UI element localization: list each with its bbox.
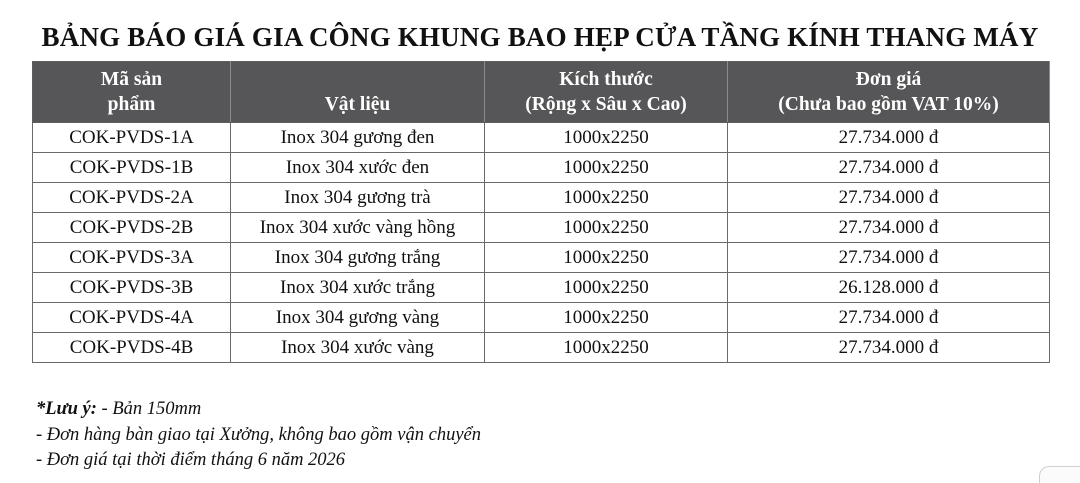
cell-size: 1000x2250 bbox=[485, 243, 728, 273]
header-price bbox=[728, 62, 1050, 123]
note-line bbox=[36, 397, 481, 423]
cell-code: COK-PVDS-4B bbox=[33, 333, 231, 363]
cell-material: Inox 304 gương trắng bbox=[231, 243, 485, 273]
cell-price: 27.734.000 đ bbox=[728, 183, 1050, 213]
table-row bbox=[33, 243, 1050, 273]
table-row bbox=[33, 213, 1050, 243]
header-line: Đơn giá bbox=[855, 69, 922, 90]
cell-material: Inox 304 xước đen bbox=[231, 153, 485, 183]
page-title: BẢNG BÁO GIÁ GIA CÔNG KHUNG BAO HẸP CỬA TẦNG KÍNH THANG MÁY bbox=[41, 22, 1039, 52]
page-corner-decoration bbox=[1039, 466, 1080, 483]
header-line: Vật liệu bbox=[324, 94, 391, 115]
cell-code: COK-PVDS-2B bbox=[33, 213, 231, 243]
header-line: Kích thước bbox=[559, 69, 653, 90]
notes-block bbox=[36, 397, 481, 474]
header-line: phẩm bbox=[107, 94, 156, 115]
cell-code: COK-PVDS-3A bbox=[33, 243, 231, 273]
cell-price: 27.734.000 đ bbox=[728, 123, 1050, 153]
cell-code: COK-PVDS-4A bbox=[33, 303, 231, 333]
header-size bbox=[485, 62, 728, 123]
cell-price: 27.734.000 đ bbox=[728, 213, 1050, 243]
header-line: Mã sản bbox=[100, 69, 163, 90]
cell-size: 1000x2250 bbox=[485, 123, 728, 153]
cell-price: 27.734.000 đ bbox=[728, 243, 1050, 273]
table-row bbox=[33, 273, 1050, 303]
cell-material: Inox 304 xước vàng hồng bbox=[231, 213, 485, 243]
cell-material: Inox 304 gương vàng bbox=[231, 303, 485, 333]
header-line: (Rộng x Sâu x Cao) bbox=[525, 94, 687, 115]
cell-size: 1000x2250 bbox=[485, 153, 728, 183]
price-table bbox=[32, 61, 1050, 363]
header-material bbox=[231, 62, 485, 123]
cell-code: COK-PVDS-2A bbox=[33, 183, 231, 213]
table-row bbox=[33, 183, 1050, 213]
table-row bbox=[33, 153, 1050, 183]
note-label: *Lưu ý: bbox=[36, 399, 97, 419]
note-line: - Đơn hàng bàn giao tại Xưởng, không bao gồm vận chuyển bbox=[36, 424, 481, 445]
cell-material: Inox 304 gương trà bbox=[231, 183, 485, 213]
cell-size: 1000x2250 bbox=[485, 303, 728, 333]
cell-price: 26.128.000 đ bbox=[728, 273, 1050, 303]
table-row bbox=[33, 303, 1050, 333]
cell-size: 1000x2250 bbox=[485, 333, 728, 363]
header-product-code bbox=[33, 62, 231, 123]
cell-size: 1000x2250 bbox=[485, 273, 728, 303]
cell-price: 27.734.000 đ bbox=[728, 333, 1050, 363]
cell-material: Inox 304 xước trắng bbox=[231, 273, 485, 303]
table-header-row bbox=[33, 62, 1050, 123]
cell-material: Inox 304 gương đen bbox=[231, 123, 485, 153]
table-row bbox=[33, 333, 1050, 363]
cell-size: 1000x2250 bbox=[485, 213, 728, 243]
note-line: - Đơn giá tại thời điểm tháng 6 năm 2026 bbox=[36, 450, 346, 470]
header-line: (Chưa bao gồm VAT 10%) bbox=[778, 94, 999, 115]
table-row bbox=[33, 123, 1050, 153]
header-line bbox=[235, 67, 480, 92]
cell-size: 1000x2250 bbox=[485, 183, 728, 213]
cell-price: 27.734.000 đ bbox=[728, 153, 1050, 183]
cell-price: 27.734.000 đ bbox=[728, 303, 1050, 333]
cell-code: COK-PVDS-3B bbox=[33, 273, 231, 303]
note-text: - Bản 150mm bbox=[96, 399, 202, 419]
cell-code: COK-PVDS-1B bbox=[33, 153, 231, 183]
cell-code: COK-PVDS-1A bbox=[33, 123, 231, 153]
cell-material: Inox 304 xước vàng bbox=[231, 333, 485, 363]
